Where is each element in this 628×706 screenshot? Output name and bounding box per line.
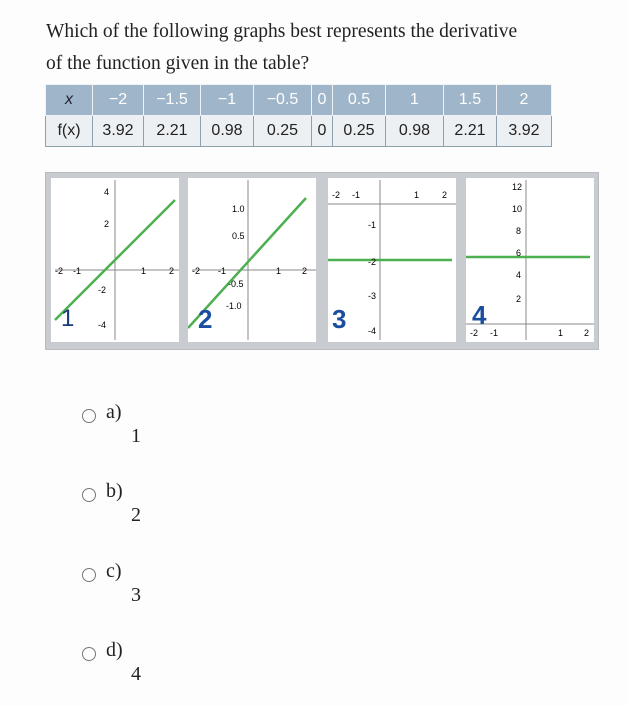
graph-2-number: 2	[198, 304, 213, 334]
radio-button-icon[interactable]	[82, 647, 96, 661]
x-cell: 1	[386, 85, 444, 116]
graph-3-y-tick: -2	[368, 257, 377, 267]
graph-3-plot	[328, 178, 456, 342]
choice-c[interactable]	[80, 557, 220, 627]
graph-2-y-tick: -0.5	[228, 279, 244, 289]
choice-value: 3	[131, 584, 141, 606]
question-text	[46, 16, 606, 80]
fx-cell: 0.25	[254, 116, 312, 147]
graph-3-y-tick: -4	[368, 326, 377, 336]
choice-a[interactable]	[80, 398, 220, 468]
function-table	[45, 84, 552, 147]
fx-cell: 2.21	[444, 116, 497, 147]
graph-4-plot	[466, 178, 594, 342]
fx-cell: 3.92	[93, 116, 144, 147]
choice-letter: c)	[106, 560, 122, 582]
radio-button-icon[interactable]	[82, 488, 96, 502]
question-line-2: of the function given in the table?	[46, 53, 310, 74]
graph-2-y-tick: -1.0	[226, 301, 242, 311]
graph-2-x-tick: 1	[276, 266, 282, 276]
graph-3-number: 3	[332, 304, 347, 334]
fx-header: f(x)	[46, 116, 93, 147]
fx-cell: 0	[312, 116, 333, 147]
x-header: x	[46, 85, 93, 116]
graph-4-y-tick: 10	[512, 204, 523, 214]
graph-4-x-tick: -1	[490, 328, 499, 338]
choice-value: 2	[131, 504, 141, 526]
x-cell: 0	[312, 85, 333, 116]
graph-2-x-tick: -1	[218, 266, 227, 276]
x-cell: −0.5	[254, 85, 312, 116]
graph-1-y-tick: -2	[98, 285, 107, 295]
fx-row	[46, 116, 552, 147]
x-cell: 2	[497, 85, 552, 116]
choice-d[interactable]	[80, 636, 220, 706]
choice-letter: a)	[106, 401, 122, 423]
fx-cell: 0.98	[201, 116, 254, 147]
graph-3-x-tick: -1	[352, 190, 361, 200]
graph-2	[188, 178, 316, 342]
x-cell: −2	[93, 85, 144, 116]
graph-3-y-tick: -1	[368, 220, 377, 230]
graph-1-x-tick: 2	[169, 266, 175, 276]
choice-value: 1	[131, 425, 141, 447]
graph-2-x-tick: -2	[192, 266, 201, 276]
graph-2-y-tick: 1.0	[232, 204, 245, 214]
question-line-1: Which of the following graphs best represents the derivative	[46, 21, 518, 42]
graph-3-x-tick: 2	[442, 190, 448, 200]
x-cell: 0.5	[333, 85, 386, 116]
graph-1-x-tick: -1	[73, 266, 82, 276]
graph-3-x-tick: -2	[332, 190, 341, 200]
graph-1-y-tick: 2	[104, 219, 110, 229]
graph-1-plot	[51, 178, 179, 342]
choice-letter: b)	[106, 480, 123, 502]
graph-4-x-tick: 1	[558, 328, 564, 338]
x-cell: 1.5	[444, 85, 497, 116]
graph-3-y-tick: -3	[368, 291, 377, 301]
x-cell: −1	[201, 85, 254, 116]
choice-value: 4	[131, 663, 141, 685]
graph-3-x-tick: 1	[414, 190, 420, 200]
fx-cell: 3.92	[497, 116, 552, 147]
graph-1-number: 1	[61, 305, 75, 332]
graph-2-x-tick: 2	[302, 266, 308, 276]
graph-2-y-tick: 0.5	[232, 231, 245, 241]
graph-4-x-tick: -2	[470, 328, 479, 338]
graph-1-x-tick: 1	[141, 266, 147, 276]
graph-1-y-tick: -4	[98, 320, 107, 330]
fx-cell: 0.98	[386, 116, 444, 147]
fx-cell: 0.25	[333, 116, 386, 147]
graph-options-strip	[45, 172, 599, 350]
graph-2-plot	[188, 178, 316, 342]
graph-4-y-tick: 8	[516, 226, 522, 236]
graph-4	[466, 178, 594, 342]
graph-4-number: 4	[472, 300, 487, 330]
graph-1-y-tick: 4	[104, 187, 110, 197]
graph-4-x-tick: 2	[584, 328, 590, 338]
fx-cell: 2.21	[144, 116, 201, 147]
x-cell: −1.5	[144, 85, 201, 116]
graph-1	[51, 178, 179, 342]
graph-4-y-tick: 6	[516, 248, 522, 258]
graph-4-y-tick: 2	[516, 294, 522, 304]
graph-3	[328, 178, 456, 342]
graph-4-y-tick: 12	[512, 182, 523, 192]
graph-1-x-tick: -2	[55, 266, 64, 276]
x-row	[46, 85, 552, 116]
graph-4-y-tick: 4	[516, 270, 522, 280]
radio-button-icon[interactable]	[82, 568, 96, 582]
choice-letter: d)	[106, 639, 123, 661]
radio-button-icon[interactable]	[82, 409, 96, 423]
choice-b[interactable]	[80, 477, 220, 547]
